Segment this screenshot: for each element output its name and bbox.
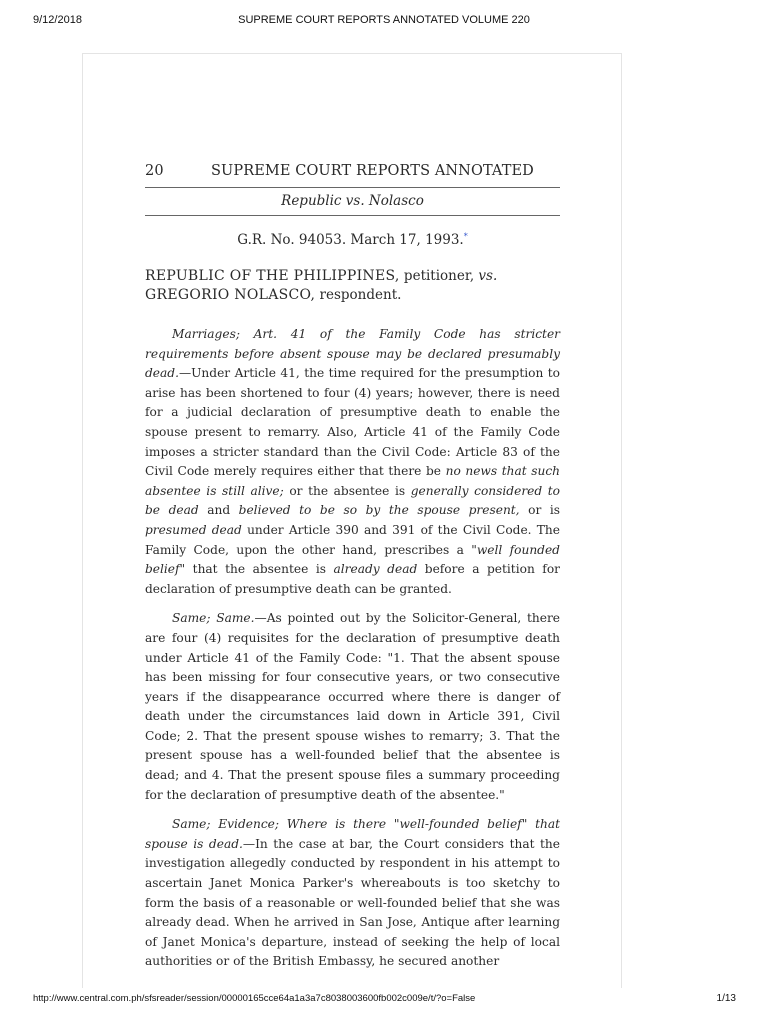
- syllabus-text: —In the case at bar, the Court considers that the investigation allegedly conducted by respondent in his attempt to ascertain Janet Monica Parker's whereabouts is too sketchy to form the basis of a reasonable or well-founded belief that she was already dead. When he arrived in San Jose, Antique after learning of Janet Monica's departure, instead of seeking the help of local authorities or of the British Embassy, he secured another: [145, 836, 560, 969]
- syllabus-emphasis: generally considered to be dead: [145, 483, 560, 518]
- syllabus-emphasis: believed to be so by the spouse present,: [238, 503, 520, 518]
- versus: vs.: [478, 268, 498, 284]
- syllabus-paragraph: [145, 609, 560, 805]
- petitioner-name: REPUBLIC OF THE PHILIPPINES,: [145, 268, 400, 284]
- syllabus-text: or is: [519, 503, 560, 518]
- syllabus-emphasis: well founded belief: [145, 542, 560, 577]
- page-number: 20: [145, 163, 164, 179]
- respondent-role: respondent.: [315, 287, 402, 303]
- respondent-name: GREGORIO NOLASCO,: [145, 287, 316, 303]
- print-date: 9/12/2018: [33, 14, 82, 26]
- syllabus-text: " that the absentee is: [179, 562, 334, 577]
- print-url: http://www.central.com.ph/sfsreader/session/00000165cce64a1a3a7c8038003600fb002c009e/t/?o=False: [33, 993, 476, 1004]
- page-content: [145, 163, 560, 982]
- syllabus-emphasis: already dead: [333, 562, 418, 577]
- syllabus-text: before a petition for declaration of presumptive death can be granted.: [145, 562, 560, 596]
- syllabus-heading: Marriages; Art. 41 of the Family Code has stricter requirements before absent spouse may be declared presumably dead.: [145, 327, 560, 381]
- case-title: Republic vs. Nolasco: [281, 193, 424, 209]
- syllabus-emphasis: no news that such absentee is still alive;: [145, 464, 560, 498]
- syllabus-text: or the absentee is: [283, 483, 411, 498]
- syllabus-text: and: [198, 503, 239, 518]
- print-header: [0, 14, 768, 30]
- case-title-rule: [145, 215, 560, 216]
- print-footer: [0, 993, 768, 1009]
- gr-number: [145, 232, 560, 254]
- gr-text: G.R. No. 94053. March 17, 1993.: [237, 232, 464, 248]
- petitioner-role: petitioner,: [399, 268, 479, 284]
- print-page-count: 1/13: [716, 993, 736, 1004]
- syllabus-heading: Same; Evidence; Where is there "well-founded belief" that spouse is dead.: [145, 817, 560, 851]
- syllabus-text: —As pointed out by the Solicitor-General, there are four (4) requisites for the declaration of presumptive death under Article 41 of the Family Code: "1. That the absent spouse has been missing for four consecutive years, or two consecutive years if the disappearance occurred where there is danger of death under the circumstances laid down in Article 391, Civil Code; 2. That the present spouse wishes to remarry; 3. That the present spouse has a well-founded belief that the absentee is dead; and 4. That the present spouse files a summary proceeding for the declaration of presumptive death of the absentee.": [145, 611, 560, 802]
- print-title: SUPREME COURT REPORTS ANNOTATED VOLUME 220: [238, 14, 530, 26]
- syllabus: [145, 325, 560, 972]
- syllabus-paragraph: [145, 325, 560, 599]
- syllabus-text: under Article 390 and 391 of the Civil Code. The Family Code, upon the other hand, prescribes a ": [145, 522, 560, 557]
- syllabus-text: —Under Article 41, the time required for the presumption to arise has been shortened to four (4) years; however, there is need for a judicial declaration of presumptive death to enable the spouse present to remarry. Also, Article 41 of the Family Code imposes a stricter standard than the Civil Code: Article 83 of the Civil Code merely requires either that there be: [145, 366, 560, 479]
- syllabus-heading: Same; Same.: [172, 611, 255, 626]
- syllabus-emphasis: presumed dead: [145, 522, 242, 537]
- syllabus-paragraph: [145, 815, 560, 972]
- parties: [145, 267, 560, 305]
- running-head: [145, 163, 560, 187]
- reporter-title: SUPREME COURT REPORTS ANNOTATED: [211, 163, 534, 179]
- footnote-link[interactable]: *: [463, 232, 468, 241]
